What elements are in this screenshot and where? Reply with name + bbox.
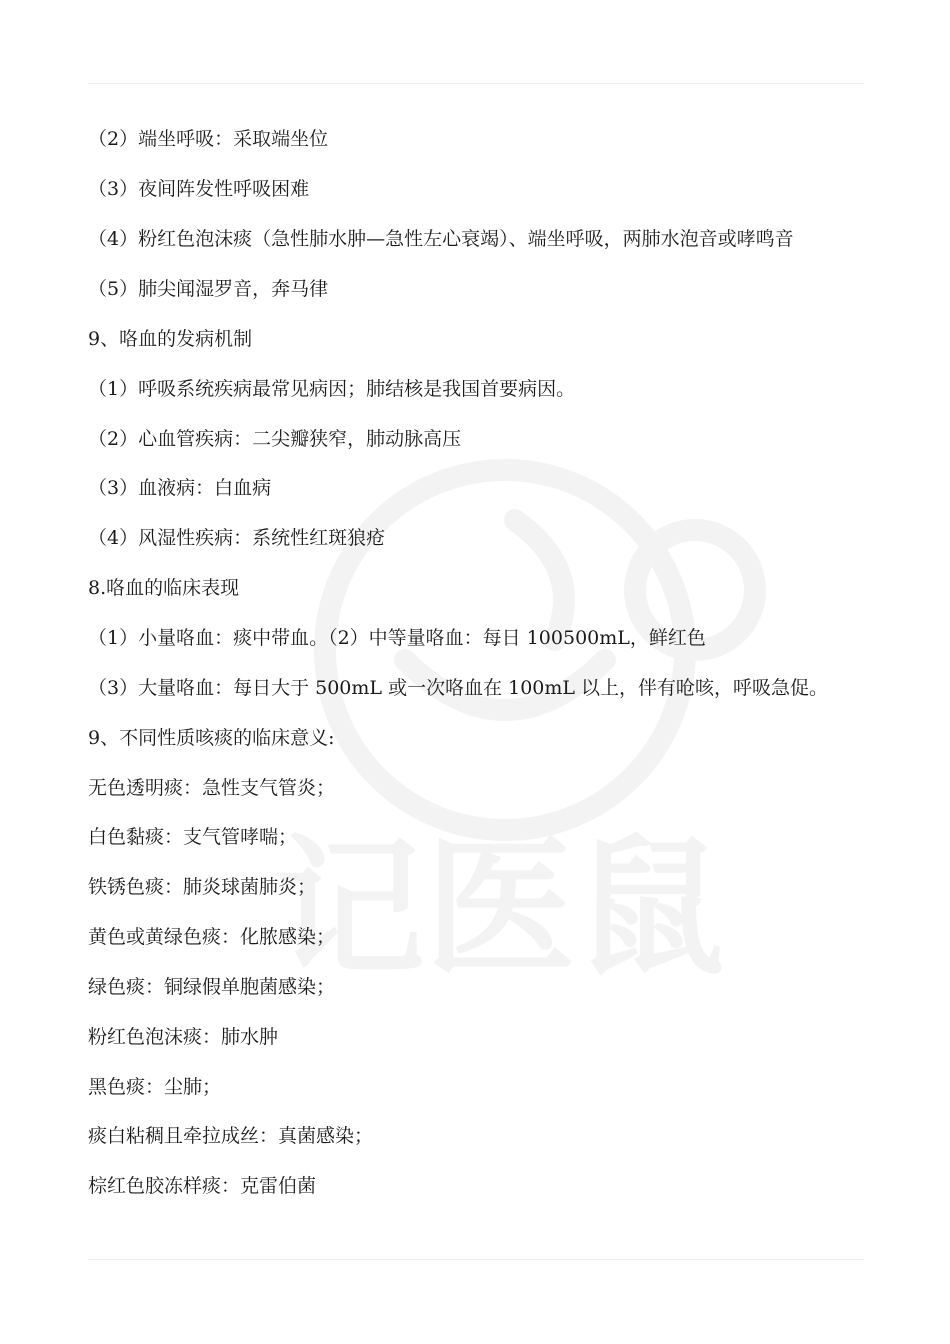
text-line: 黑色痰：尘肺；: [88, 1076, 222, 1098]
text-line: 白色黏痰：支气管哮喘；: [88, 826, 298, 848]
text-line: 棕红色胶冻样痰：克雷伯菌: [88, 1175, 317, 1197]
text-line: （2）端坐呼吸：采取端坐位: [88, 128, 329, 150]
section-heading: 9、咯血的发病机制: [88, 328, 253, 350]
text-line: （3）夜间阵发性呼吸困难: [88, 178, 310, 200]
text-line: （2）心血管疾病：二尖瓣狭窄，肺动脉高压: [88, 428, 462, 450]
text-line: （1）呼吸系统疾病最常见病因；肺结核是我国首要病因。: [88, 378, 576, 400]
text-line: （4）风湿性疾病：系统性红斑狼疮: [88, 527, 386, 549]
text-line: 黄色或黄绿色痰：化脓感染；: [88, 926, 336, 948]
text-line: 铁锈色痰：肺炎球菌肺炎；: [88, 876, 317, 898]
text-line: （3）血液病：白血病: [88, 477, 272, 499]
section-heading: 9、不同性质咳痰的临床意义:: [88, 727, 335, 749]
text-line: （4）粉红色泡沫痰（急性肺水肿—急性左心衰竭）、端坐呼吸，两肺水泡音或哮鸣音: [88, 228, 794, 250]
watermark-text: 记医鼠: [275, 822, 726, 996]
footer-divider: [88, 1259, 864, 1260]
text-line: （5）肺尖闻湿罗音，奔马律: [88, 278, 329, 300]
text-line: 绿色痰：铜绿假单胞菌感染；: [88, 976, 336, 998]
text-line: 无色透明痰：急性支气管炎；: [88, 777, 336, 799]
header-divider: [88, 83, 864, 84]
text-line: （1）小量咯血：痰中带血。（2）中等量咯血：每日 100500mL，鲜红色: [88, 627, 706, 649]
text-line: 痰白粘稠且牵拉成丝：真菌感染；: [88, 1125, 374, 1147]
section-heading: 8.咯血的临床表现: [88, 577, 240, 599]
text-line: （3）大量咯血：每日大于 500mL 或一次咯血在 100mL 以上，伴有呛咳，呼吸急促。: [88, 677, 829, 699]
text-line: 粉红色泡沫痰：肺水肿: [88, 1026, 279, 1048]
